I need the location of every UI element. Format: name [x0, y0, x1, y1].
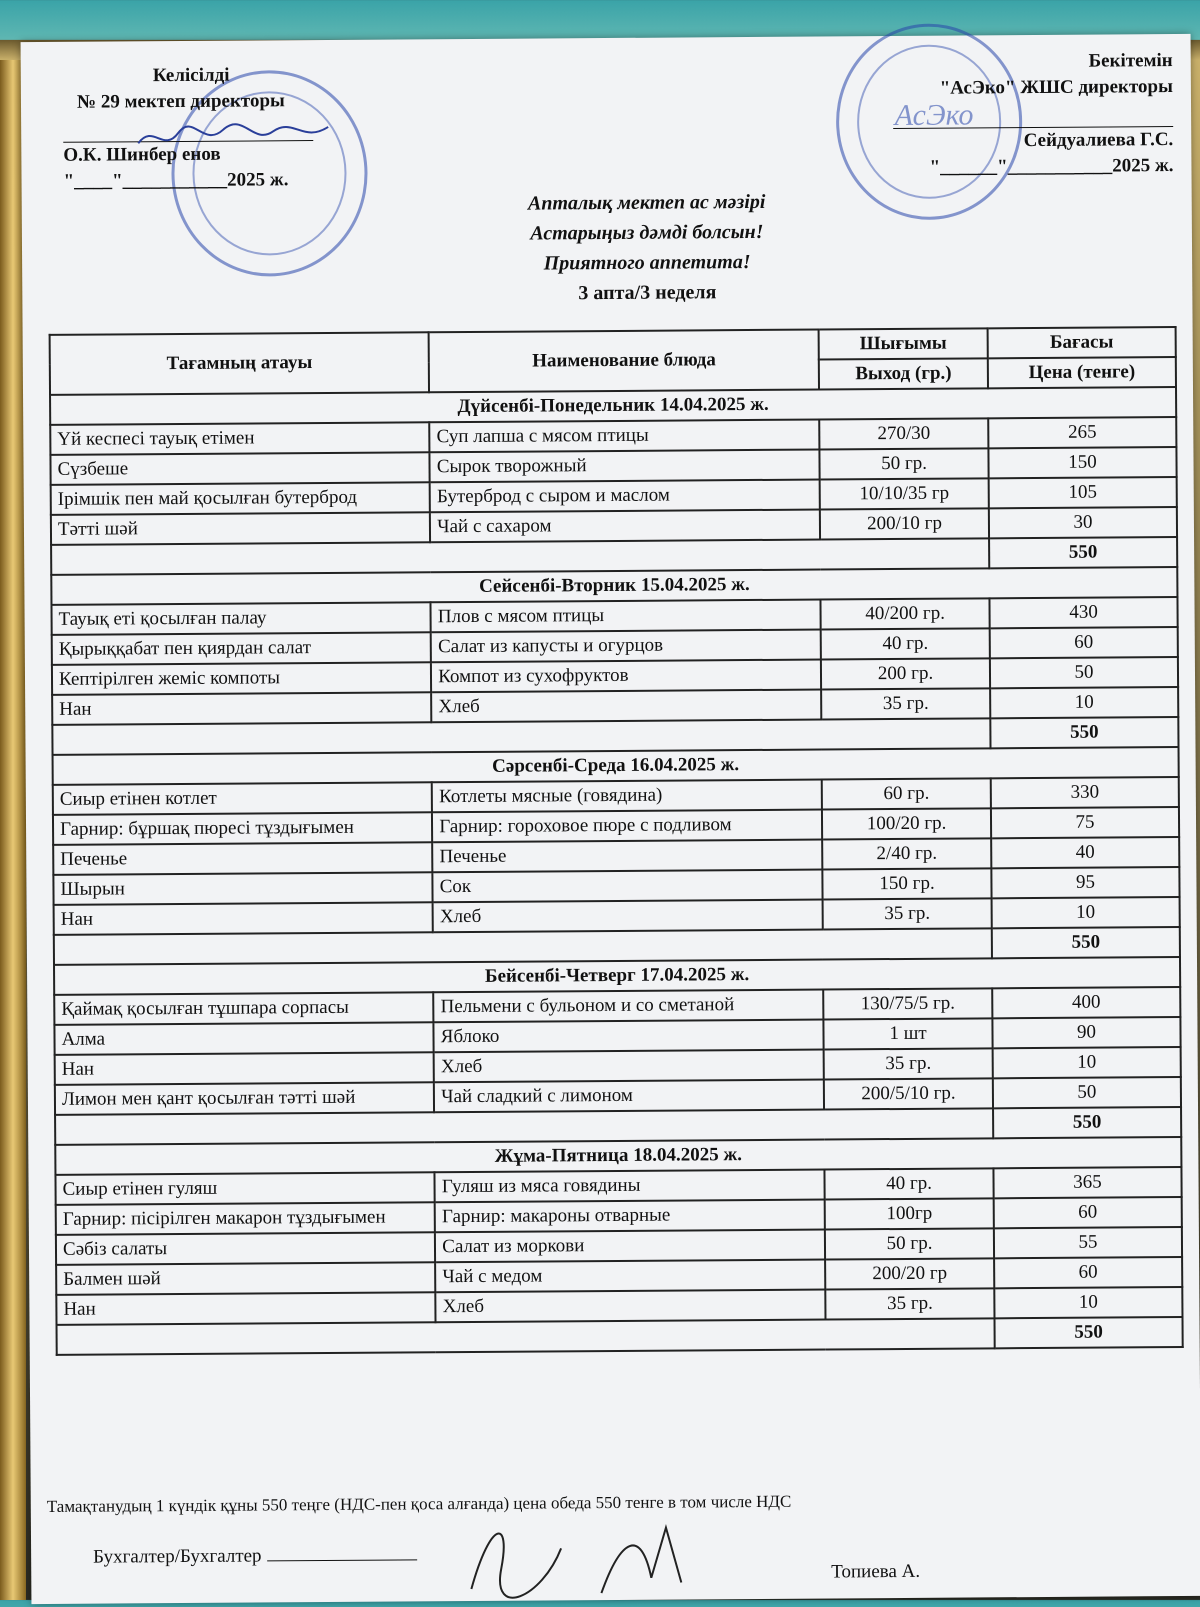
dish-name-kz: Нан [52, 692, 431, 725]
dish-yield: 35 гр. [824, 1048, 993, 1079]
approved-label: Бекітемін [1088, 50, 1173, 72]
dish-name-kz: Гарнир: бұршақ пюресі тұздығымен [53, 812, 432, 845]
dish-name-ru: Пельмени с бульоном и со сметаной [433, 990, 823, 1023]
dish-name-ru: Компот из сухофруктов [431, 660, 821, 693]
dish-yield: 200/20 гр [825, 1258, 994, 1289]
dish-name-kz: Алма [54, 1022, 433, 1055]
dish-yield: 100гр [825, 1198, 994, 1229]
dish-name-kz: Тауық еті қосылған палау [51, 602, 430, 635]
dish-price: 90 [992, 1017, 1180, 1048]
dish-price: 400 [992, 987, 1180, 1018]
menu-body [50, 387, 1183, 1355]
agreed-date: "____"___________2025 ж. [63, 169, 289, 192]
dish-yield: 200/5/10 гр. [824, 1078, 993, 1109]
dish-yield: 60 гр. [822, 778, 991, 809]
accountant-signature-line [268, 1559, 418, 1561]
agreed-block [63, 62, 364, 195]
dish-price: 150 [988, 447, 1176, 478]
total-blank-cell [57, 1318, 995, 1355]
title-line-4: 3 апта/3 неделя [578, 281, 717, 305]
dish-price: 40 [991, 837, 1179, 868]
dish-price: 365 [993, 1167, 1181, 1198]
dish-name-ru: Гуляш из мяса говядины [435, 1170, 825, 1203]
dish-yield: 40/200 гр. [821, 598, 990, 629]
header-yield-ru: Выход (гр.) [819, 358, 988, 389]
title-line-3: Приятного аппетита! [543, 251, 751, 275]
header-name-ru: Наименование блюда [429, 330, 819, 393]
approved-signature-line [893, 100, 1173, 129]
dish-name-kz: Сәбіз салаты [56, 1232, 435, 1265]
dish-price: 55 [994, 1227, 1182, 1258]
dish-name-kz: Сиыр етінен гуляш [55, 1172, 434, 1205]
dish-name-kz: Нан [54, 902, 433, 935]
dish-yield: 200/10 гр [820, 508, 989, 539]
dish-yield: 40 гр. [821, 628, 990, 659]
dish-name-ru: Чай сладкий с лимоном [434, 1080, 824, 1113]
dish-price: 30 [989, 507, 1177, 538]
dish-name-kz: Шырын [53, 872, 432, 905]
approved-block [843, 48, 1174, 181]
dish-name-ru: Салат из капусты и огурцов [431, 630, 821, 663]
dish-name-ru: Гарнир: гороховое пюре с подливом [432, 810, 822, 843]
dish-yield: 35 гр. [823, 898, 992, 929]
dish-name-ru: Суп лапша с мясом птицы [429, 420, 819, 453]
dish-yield: 35 гр. [825, 1288, 994, 1319]
day-total: 550 [994, 1317, 1182, 1348]
dish-price: 430 [989, 597, 1177, 628]
approved-position: "АсЭко" ЖШС директоры [939, 76, 1173, 99]
dish-price: 10 [990, 687, 1178, 718]
day-title: Сейсенбі-Вторник 15.04.2025 ж. [51, 567, 1177, 605]
dish-name-kz: Балмен шәй [56, 1262, 435, 1295]
dish-yield: 10/10/35 гр [820, 478, 989, 509]
dish-name-kz: Гарнир: пісірілген макарон тұздығымен [56, 1202, 435, 1235]
dish-name-ru: Бутерброд с сыром и маслом [430, 480, 820, 513]
dish-name-ru: Плов с мясом птицы [431, 600, 821, 633]
dish-name-kz: Үй кеспесі тауық етімен [50, 422, 429, 455]
dish-name-ru: Хлеб [433, 900, 823, 933]
signer-name: Топиева А. [831, 1560, 921, 1583]
dish-name-kz: Печенье [53, 842, 432, 875]
dish-price: 10 [993, 1047, 1181, 1078]
header-yield-kz: Шығымы [819, 328, 988, 359]
dish-name-ru: Гарнир: макароны отварные [435, 1200, 825, 1233]
title-line-1: Апталық мектеп ас мәзірі [527, 190, 766, 215]
dish-name-kz: Нан [56, 1292, 435, 1325]
day-total: 550 [993, 1107, 1181, 1138]
accountant-signature [451, 1507, 712, 1604]
header-price-ru: Цена (тенге) [988, 357, 1176, 388]
dish-name-kz: Сиыр етінен котлет [53, 782, 432, 815]
dish-yield: 150 гр. [823, 868, 992, 899]
dish-yield: 200 гр. [821, 658, 990, 689]
dish-price: 105 [989, 477, 1177, 508]
dish-price: 50 [990, 657, 1178, 688]
dish-price: 60 [994, 1257, 1182, 1288]
header-price-kz: Бағасы [988, 327, 1176, 358]
dish-yield: 270/30 [819, 418, 988, 449]
dish-yield: 35 гр. [821, 688, 990, 719]
day-total: 550 [992, 927, 1180, 958]
dish-price: 60 [994, 1197, 1182, 1228]
dish-name-ru: Хлеб [431, 690, 821, 723]
dish-name-kz: Қаймақ қосылған тұшпара сорпасы [54, 992, 433, 1025]
dish-yield: 1 шт [824, 1018, 993, 1049]
accountant-block [93, 1544, 418, 1568]
accountant-label: Бухгалтер/Бухгалтер [93, 1545, 262, 1568]
dish-name-ru: Хлеб [436, 1290, 826, 1323]
dish-yield: 2/40 гр. [822, 838, 991, 869]
dish-price: 50 [993, 1077, 1181, 1108]
day-title: Жұма-Пятница 18.04.2025 ж. [55, 1137, 1181, 1175]
dish-price: 10 [992, 897, 1180, 928]
day-total: 550 [990, 717, 1178, 748]
dish-name-ru: Печенье [432, 840, 822, 873]
dish-name-kz: Нан [55, 1052, 434, 1085]
title-line-2: Астарыңыз дәмді болсын! [530, 220, 764, 245]
dish-price: 95 [991, 867, 1179, 898]
day-title: Сәрсенбі-Среда 16.04.2025 ж. [53, 747, 1179, 785]
dish-name-kz: Кептірілген жеміс компоты [52, 662, 431, 695]
dish-name-ru: Сок [433, 870, 823, 903]
footer-note: Тамақтанудың 1 күндік құны 550 теңге (НДС-пен қоса алғанда) цена обеда 550 тенге в том числе НДС [46, 1491, 792, 1516]
dish-name-ru: Сырок творожный [430, 450, 820, 483]
dish-yield: 40 гр. [825, 1168, 994, 1199]
dish-name-kz: Қырыққабат пен қиярдан салат [52, 632, 431, 665]
menu-title [442, 186, 853, 309]
dish-name-ru: Чай с сахаром [430, 510, 820, 543]
dish-price: 330 [991, 777, 1179, 808]
agreed-signature-line [63, 114, 313, 143]
dish-price: 60 [990, 627, 1178, 658]
dish-yield: 50 гр. [825, 1228, 994, 1259]
dish-name-ru: Хлеб [434, 1050, 824, 1083]
day-title: Бейсенбі-Четверг 17.04.2025 ж. [54, 957, 1180, 995]
approved-name: Сейдуалиева Г.С. [1023, 129, 1174, 152]
dish-name-ru: Яблоко [434, 1020, 824, 1053]
dish-yield: 100/20 гр. [822, 808, 991, 839]
approved-date: "______"___________2025 ж. [929, 155, 1174, 178]
dish-price: 10 [994, 1287, 1182, 1318]
day-total: 550 [989, 537, 1177, 568]
dish-name-kz: Сүзбеше [50, 452, 429, 485]
menu-table [49, 326, 1184, 1356]
dish-name-kz: Ірімшік пен май қосылған бутерброд [51, 482, 430, 515]
agreed-signature [133, 117, 333, 158]
dish-price: 75 [991, 807, 1179, 838]
company-seal-text: АсЭко [894, 98, 974, 133]
agreed-position: № 29 мектеп директоры [76, 90, 285, 113]
day-title: Дүйсенбі-Понедельник 14.04.2025 ж. [50, 387, 1176, 425]
dish-yield: 50 гр. [820, 448, 989, 479]
dish-name-ru: Чай с медом [435, 1260, 825, 1293]
agreed-name: О.К. Шинбер енов [63, 143, 221, 166]
dish-price: 265 [988, 417, 1176, 448]
dish-name-kz: Лимон мен қант қосылған тәтті шәй [55, 1082, 434, 1115]
menu-sheet [21, 34, 1200, 1604]
dish-yield: 130/75/5 гр. [823, 988, 992, 1019]
dish-name-ru: Котлеты мясные (говядина) [432, 780, 822, 813]
dish-name-ru: Салат из моркови [435, 1230, 825, 1263]
dish-name-kz: Тәтті шәй [51, 512, 430, 545]
agreed-label: Келісілді [152, 64, 230, 87]
header-name-kz: Тағамның атауы [50, 332, 430, 395]
